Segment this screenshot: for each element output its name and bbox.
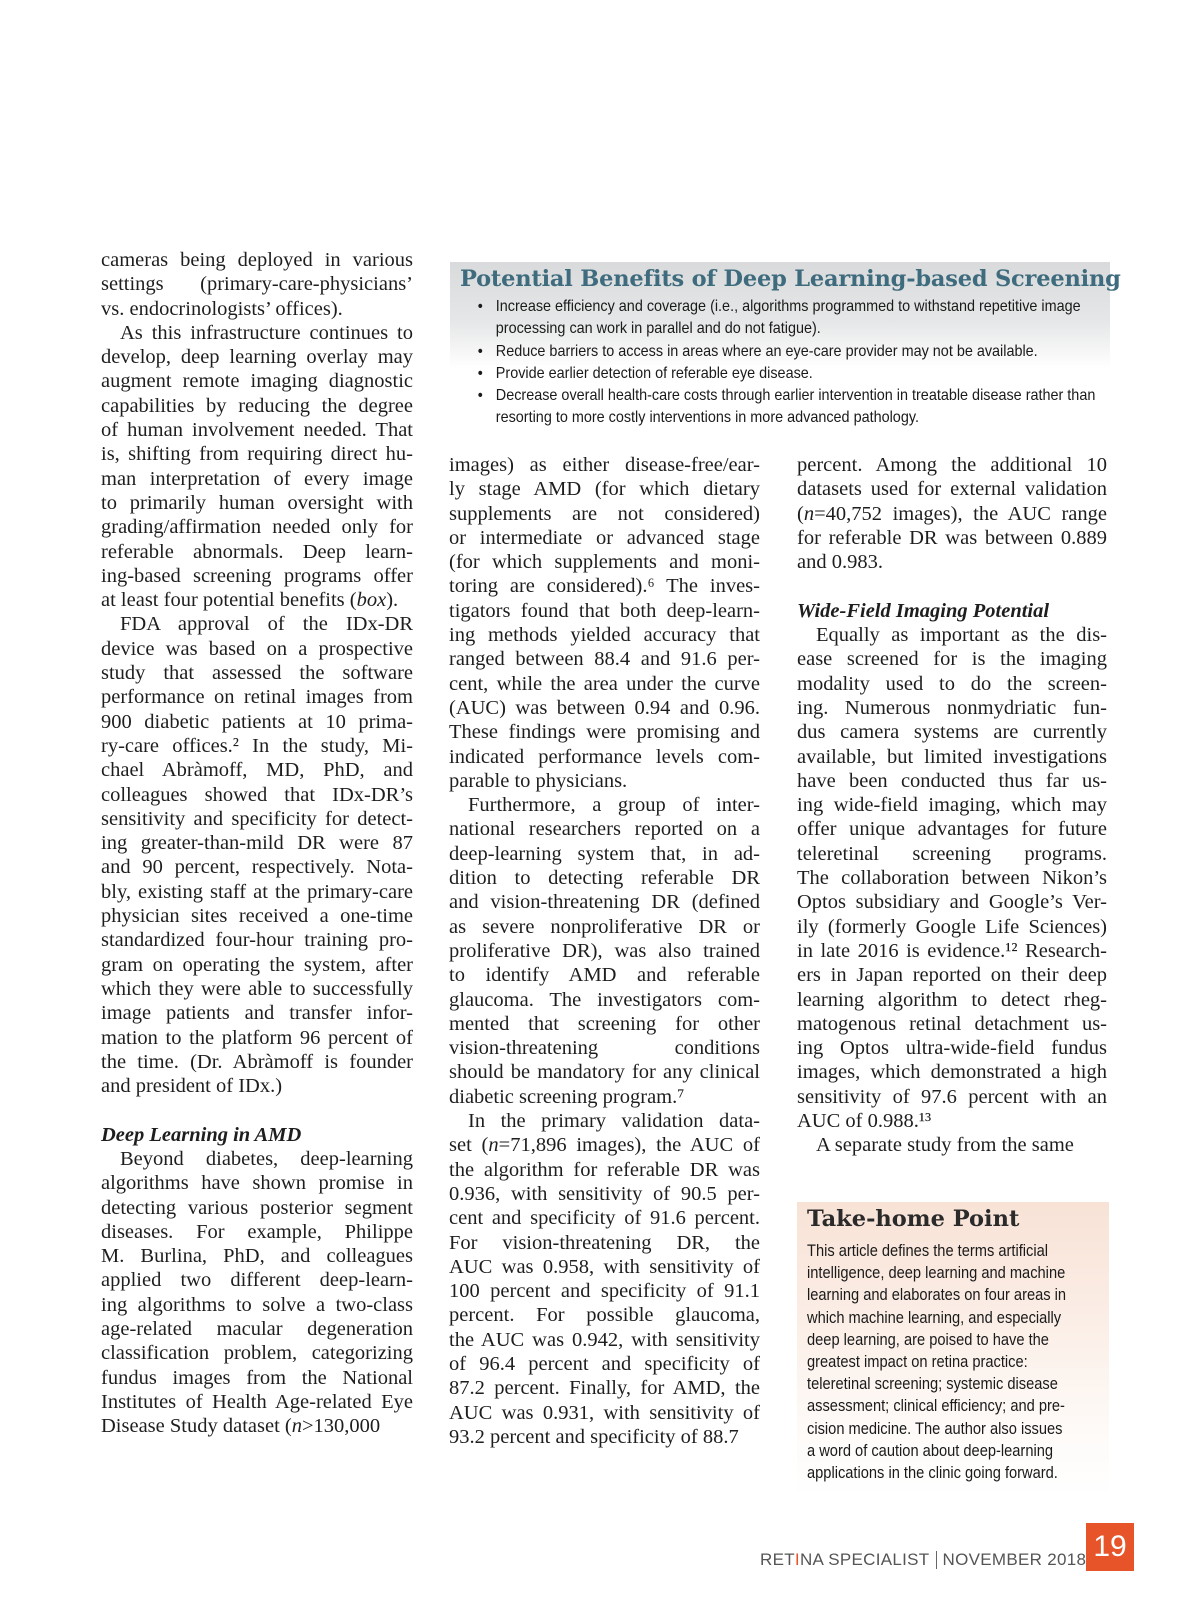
text-line: supplements are not considered) xyxy=(449,502,760,525)
bullet-icon: • xyxy=(477,342,483,360)
text-line: ing wide-field imaging, which may xyxy=(797,794,1107,817)
text-line: capabilities by reducing the degree xyxy=(101,394,413,417)
text-line: ing Optos ultra-wide-field fundus xyxy=(797,1037,1107,1060)
text-line: and vision-threatening DR (defined xyxy=(449,891,760,914)
text-line: study that assessed the software xyxy=(101,662,413,685)
text-line: should be mandatory for any clinical xyxy=(449,1061,760,1084)
text-line: learning algorithm to detect rheg- xyxy=(797,988,1107,1011)
text-line: set (n=71,896 images), the AUC of xyxy=(449,1134,760,1157)
text-line: Disease Study dataset (n>130,000 xyxy=(101,1415,381,1438)
text-line: the time. (Dr. Abràmoff is founder xyxy=(101,1050,413,1073)
benefit-item: • Reduce barriers to access in areas where an eye-care provider may not be available. xyxy=(476,341,1111,363)
text-line: As this infrastructure continues to xyxy=(120,321,413,344)
text-line: 900 diabetic patients at 10 prima- xyxy=(101,710,413,733)
footer-divider xyxy=(936,1551,937,1569)
takehome-title: Take-home Point xyxy=(807,1206,1020,1232)
text-line: percent. For possible glaucoma, xyxy=(449,1304,760,1327)
article-column-3 xyxy=(797,453,1107,1158)
text-line: man interpretation of every image xyxy=(101,467,413,490)
text-line: cent and specificity of 91.6 percent. xyxy=(449,1207,760,1230)
text-line: physician sites received a one-time xyxy=(101,905,413,928)
text-line: ing algorithms to solve a two-class xyxy=(101,1293,413,1316)
text-line: and 90 percent, respectively. Nota- xyxy=(101,856,413,879)
text-line: gram on operating the system, after xyxy=(101,953,413,976)
text-line: to identify AMD and referable xyxy=(449,964,760,987)
text-line: images, which demonstrated a high xyxy=(797,1061,1107,1084)
text-line: ranged between 88.4 and 91.6 per- xyxy=(449,648,760,671)
text-line: is, shifting from requiring direct hu- xyxy=(101,443,413,466)
text-line: settings (primary-care-physicians’ xyxy=(101,273,413,296)
text-line: (AUC) was between 0.94 and 0.96. xyxy=(449,696,760,719)
text-line: 93.2 percent and specificity of 88.7 xyxy=(449,1425,739,1448)
text-line: to primarily human oversight with xyxy=(101,491,413,514)
text-line: Beyond diabetes, deep-learning xyxy=(120,1147,413,1170)
text-line: ly stage AMD (for which dietary xyxy=(449,478,760,501)
text-line: the AUC was 0.942, with sensitivity xyxy=(449,1328,760,1351)
text-line: ers in Japan reported on their deep xyxy=(797,964,1107,987)
text-line: algorithms have shown promise in xyxy=(101,1172,413,1195)
text-line: These findings were promising and xyxy=(449,721,760,744)
page-number: 19 xyxy=(1086,1523,1134,1571)
text-line: which they were able to successfully xyxy=(101,977,413,1000)
text-line: and president of IDx.) xyxy=(101,1075,283,1098)
text-line: AUC was 0.931, with sensitivity of xyxy=(449,1401,760,1424)
benefit-item: • Increase efficiency and coverage (i.e., algorithms programmed to withstand repetitive image processing can work in parallel and do not fatigue). xyxy=(477,298,1081,338)
text-line: ing. Numerous nonmydriatic fun- xyxy=(797,696,1107,719)
text-line: offer unique advantages for future xyxy=(797,818,1107,841)
text-line: at least four potential benefits (box). xyxy=(101,589,399,612)
text-line: modality used to do the screen- xyxy=(797,672,1107,695)
text-line: available, but limited investigations xyxy=(797,745,1107,768)
issue-date: NOVEMBER 2018 xyxy=(942,1550,1087,1569)
text-line: of 96.4 percent and specificity of xyxy=(449,1352,760,1375)
text-line: age-related macular degeneration xyxy=(101,1318,413,1341)
text-line: diabetic screening program.⁷ xyxy=(449,1085,685,1108)
text-line: vision-threatening conditions xyxy=(449,1037,760,1060)
article-column-1 xyxy=(101,248,413,1439)
text-line: cameras being deployed in various xyxy=(101,249,413,271)
text-line: grading/affirmation needed only for xyxy=(101,516,413,539)
bullet-icon: • xyxy=(477,298,483,315)
text-line: standardized four-hour training pro- xyxy=(101,929,413,952)
text-line: ing greater-than-mild DR were 87 xyxy=(101,832,413,855)
text-line: images) as either disease-free/ear- xyxy=(449,454,760,476)
publication-name: RETINA SPECIALIST xyxy=(760,1550,930,1569)
text-line: For vision-threatening DR, the xyxy=(449,1231,760,1254)
text-line: cent, while the area under the curve xyxy=(449,672,760,695)
bullet-icon: • xyxy=(477,387,483,405)
text-line: diseases. For example, Philippe xyxy=(101,1220,413,1243)
benefit-item: • Decrease overall health-care costs through earlier intervention in treatable disease rather than resorting to more costly interventions in more advanced pathology. xyxy=(477,387,1096,427)
text-line: mation to the platform 96 percent of xyxy=(101,1026,413,1049)
text-line: indicated performance levels com- xyxy=(449,745,760,768)
text-line: national researchers reported on a xyxy=(449,818,760,841)
text-line: ing-based screening programs offer xyxy=(101,564,413,587)
article-column-2 xyxy=(449,453,760,1449)
text-line: chael Abràmoff, MD, PhD, and xyxy=(101,759,413,782)
text-line: tigators found that both deep-learn- xyxy=(449,599,760,622)
text-line: percent. Among the additional 10 xyxy=(797,454,1107,476)
text-line: the algorithm for referable DR was xyxy=(449,1158,760,1181)
text-line: proliferative DR), was also trained xyxy=(449,939,760,962)
text-line: and 0.983. xyxy=(797,551,883,574)
bullet-icon: • xyxy=(477,364,483,382)
text-line: (n=40,752 images), the AUC range xyxy=(797,502,1107,525)
text-line: mented that screening for other xyxy=(449,1012,760,1035)
text-line: have been conducted thus far us- xyxy=(797,769,1107,792)
section-heading: Deep Learning in AMD xyxy=(101,1123,302,1146)
text-line: performance on retinal images from xyxy=(101,686,413,709)
text-line: dus camera systems are currently xyxy=(797,721,1107,744)
text-line: image patients and transfer infor- xyxy=(101,1002,413,1025)
text-line: as severe nonproliferative DR or xyxy=(449,915,760,938)
text-line: Furthermore, a group of inter- xyxy=(468,794,760,817)
text-line: FDA approval of the IDx-DR xyxy=(120,613,413,636)
paragraph-gap xyxy=(101,1098,413,1122)
text-line: AUC of 0.988.¹³ xyxy=(797,1110,932,1133)
text-line: of human involvement needed. That xyxy=(101,419,413,442)
text-line: Institutes of Health Age-related Eye xyxy=(101,1390,413,1413)
text-line: fundus images from the National xyxy=(101,1366,413,1389)
text-line: M. Burlina, PhD, and colleagues xyxy=(101,1245,413,1268)
text-line: teleretinal screening programs. xyxy=(797,842,1107,865)
text-line: dition to detecting referable DR xyxy=(449,867,760,890)
paragraph-gap xyxy=(797,574,1107,598)
text-line: referable abnormals. Deep learn- xyxy=(101,540,413,563)
section-heading: Wide-Field Imaging Potential xyxy=(797,599,1050,622)
text-line: datasets used for external validation xyxy=(797,478,1107,501)
text-line: The collaboration between Nikon’s xyxy=(797,867,1107,890)
text-line: vs. endocrinologists’ offices). xyxy=(101,297,343,320)
text-line: (for which supplements and moni- xyxy=(449,551,760,574)
text-line: matogenous retinal detachment us- xyxy=(797,1012,1107,1035)
benefit-item: • Provide earlier detection of referable eye disease. xyxy=(476,363,1111,385)
benefits-box-title: Potential Benefits of Deep Learning-based Screening xyxy=(460,266,1121,292)
text-line: deep-learning system that, in ad- xyxy=(449,842,760,865)
page-footer xyxy=(760,1538,1086,1582)
text-line: 100 percent and specificity of 91.1 xyxy=(449,1280,760,1303)
benefits-list xyxy=(476,296,1111,430)
text-line: parable to physicians. xyxy=(449,769,628,792)
text-line: applied two different deep-learn- xyxy=(101,1269,413,1292)
text-line: toring are considered).⁶ The inves- xyxy=(449,575,760,598)
text-line: Optos subsidiary and Google’s Ver- xyxy=(797,891,1107,914)
text-line: augment remote imaging diagnostic xyxy=(101,370,413,393)
text-line: sensitivity of 97.6 percent with an xyxy=(797,1085,1107,1108)
text-line: classification problem, categorizing xyxy=(101,1342,413,1365)
text-line: ily (formerly Google Life Sciences) xyxy=(797,915,1107,938)
text-line: 87.2 percent. Finally, for AMD, the xyxy=(449,1377,760,1400)
text-line: bly, existing staff at the primary-care xyxy=(101,880,413,903)
text-line: ing methods yielded accuracy that xyxy=(449,624,760,647)
text-line: detecting various posterior segment xyxy=(101,1196,413,1219)
takehome-point-box xyxy=(797,1202,1109,1497)
text-line: in late 2016 is evidence.¹² Research- xyxy=(797,939,1107,962)
text-line: AUC was 0.958, with sensitivity of xyxy=(449,1255,760,1278)
text-line: sensitivity and specificity for detect- xyxy=(101,807,413,830)
takehome-body: This article defines the terms artificial intelligence, deep learning and machine learning and elaborates on four areas in which machine learning, and especially deep learning, are poised to have the greatest impact on retina practice: teleretinal screening; systemic disease assessment; clinical efficiency; and pre- cision medicine. The author also issues a word of caution about deep-learning applications in the clinic going forward. xyxy=(807,1242,1067,1483)
text-line: device was based on a prospective xyxy=(101,637,413,660)
text-line: colleagues showed that IDx-DR’s xyxy=(101,783,413,806)
text-line: ease screened for is the imaging xyxy=(797,648,1107,671)
text-line: A separate study from the same xyxy=(816,1134,1074,1157)
text-line: ry-care offices.² In the study, Mi- xyxy=(101,734,413,757)
text-line: develop, deep learning overlay may xyxy=(101,346,413,369)
text-line: In the primary validation data- xyxy=(468,1110,760,1133)
text-line: glaucoma. The investigators com- xyxy=(449,988,760,1011)
benefits-sidebar-box xyxy=(450,262,1121,434)
text-line: 0.936, with sensitivity of 90.5 per- xyxy=(449,1182,760,1205)
text-line: or intermediate or advanced stage xyxy=(449,526,760,549)
text-line: for referable DR was between 0.889 xyxy=(797,526,1107,549)
text-line: Equally as important as the dis- xyxy=(816,624,1107,647)
